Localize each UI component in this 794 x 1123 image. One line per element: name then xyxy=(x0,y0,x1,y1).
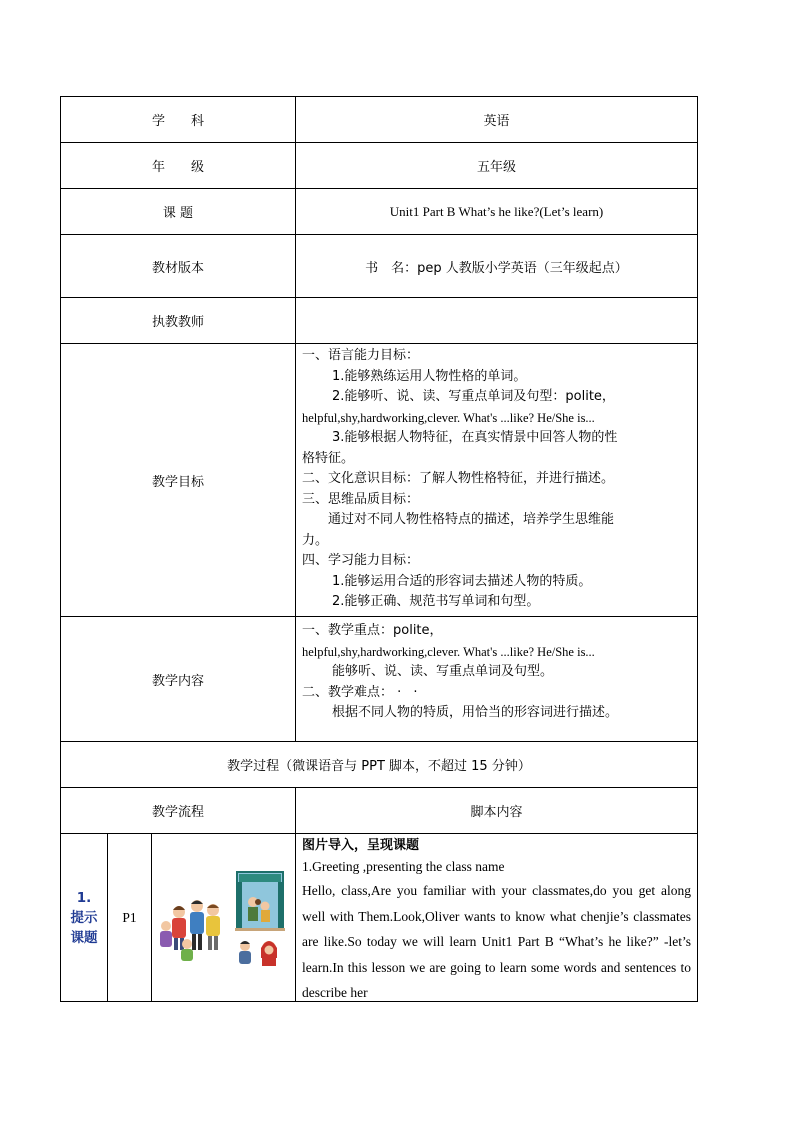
content-line: helpful,shy,hardworking,clever. What's ...like? He/She is... xyxy=(302,644,595,659)
objective-line: 格特征。 xyxy=(302,450,355,466)
row-process-title xyxy=(61,742,698,788)
difficulty-heading: 二、教学难点： xyxy=(302,684,394,700)
objective-line: 1.能够运用合适的形容词去描述人物的特质。 xyxy=(332,573,592,589)
topic-value: Unit1 Part B What’s he like?(Let’s learn) xyxy=(296,189,698,235)
script-clip xyxy=(302,836,691,1000)
script-title: 图片导入，呈现课题 xyxy=(302,838,420,853)
content-label: 教学内容 xyxy=(61,617,296,742)
lesson-plan-table xyxy=(60,96,698,1002)
objective-line: 2.能够正确、规范书写单词和句型。 xyxy=(332,594,540,609)
classroom-illustration-icon xyxy=(157,866,291,966)
objective-line: 2.能够听、说、读、写重点单词及句型：polite， xyxy=(332,389,615,404)
grade-label: 年 级 xyxy=(61,143,296,189)
step-name-line: 提示 xyxy=(70,909,98,926)
edition-value: 书 名：pep 人教版小学英语（三年级起点） xyxy=(296,235,698,298)
step-number: 1. xyxy=(76,889,92,906)
row-grade xyxy=(61,143,698,189)
teacher-value xyxy=(296,298,698,344)
process-title: 教学过程（微课语音与 PPT 脚本，不超过 15 分钟） xyxy=(61,742,698,788)
edition-label: 教材版本 xyxy=(61,235,296,298)
slide-image-cell xyxy=(152,834,296,1002)
content-line: 能够听、说、读、写重点单词及句型。 xyxy=(332,664,554,679)
script-cell xyxy=(296,834,698,1002)
content-line: 根据不同人物的特质，用恰当的形容词进行描述。 xyxy=(332,705,619,720)
objective-line: 一、语言能力目标： xyxy=(302,348,420,363)
step-name-line: 课题 xyxy=(70,929,98,946)
row-teacher xyxy=(61,298,698,344)
row-step-1 xyxy=(61,834,698,1002)
script-body: Hello, class,Are you familiar with your classmates,do you get along well with Them.Look,Oliver wants to know what chenjie’s classmates are like.So today we will learn Unit1 Part B “What’s he like?” -let’s learn.In this lesson we are going to learn some words and sentences to describe her xyxy=(302,883,691,1000)
objective-line: helpful,shy,hardworking,clever. What's ...like? He/She is... xyxy=(302,410,595,425)
objectives-label: 教学目标 xyxy=(61,344,296,617)
objectives-content xyxy=(296,344,698,617)
row-edition xyxy=(61,235,698,298)
teacher-label: 执教教师 xyxy=(61,298,296,344)
script-header: 脚本内容 xyxy=(296,788,698,834)
slide-number: P1 xyxy=(108,834,152,1002)
row-objectives xyxy=(61,344,698,617)
row-subject xyxy=(61,97,698,143)
subject-value: 英语 xyxy=(296,97,698,143)
row-content xyxy=(61,617,698,742)
objective-line: 二、文化意识目标：了解人物性格特征，并进行描述。 xyxy=(302,471,615,486)
subject-label: 学 科 xyxy=(61,97,296,143)
topic-label: 课 题 xyxy=(61,189,296,235)
objective-line: 通过对不同人物性格特点的描述，培养学生思维能 xyxy=(328,512,615,527)
objective-line: 3.能够根据人物特征，在真实情景中回答人物的性 xyxy=(332,430,618,445)
content-line: 一、教学重点：polite， xyxy=(302,623,443,638)
objective-line: 力。 xyxy=(302,532,329,548)
step-number-cell xyxy=(61,834,108,1002)
difficulty-dots: · · xyxy=(397,684,422,700)
objective-line: 三、思维品质目标： xyxy=(302,491,420,507)
row-topic xyxy=(61,189,698,235)
content-body xyxy=(296,617,698,742)
objective-line: 四、学习能力目标： xyxy=(302,553,420,568)
row-process-headers xyxy=(61,788,698,834)
script-subtitle: 1.Greeting ,presenting the class name xyxy=(302,859,505,874)
objective-line: 1.能够熟练运用人物性格的单词。 xyxy=(332,368,527,384)
flow-header: 教学流程 xyxy=(61,788,296,834)
content-line xyxy=(302,683,691,704)
grade-value: 五年级 xyxy=(296,143,698,189)
